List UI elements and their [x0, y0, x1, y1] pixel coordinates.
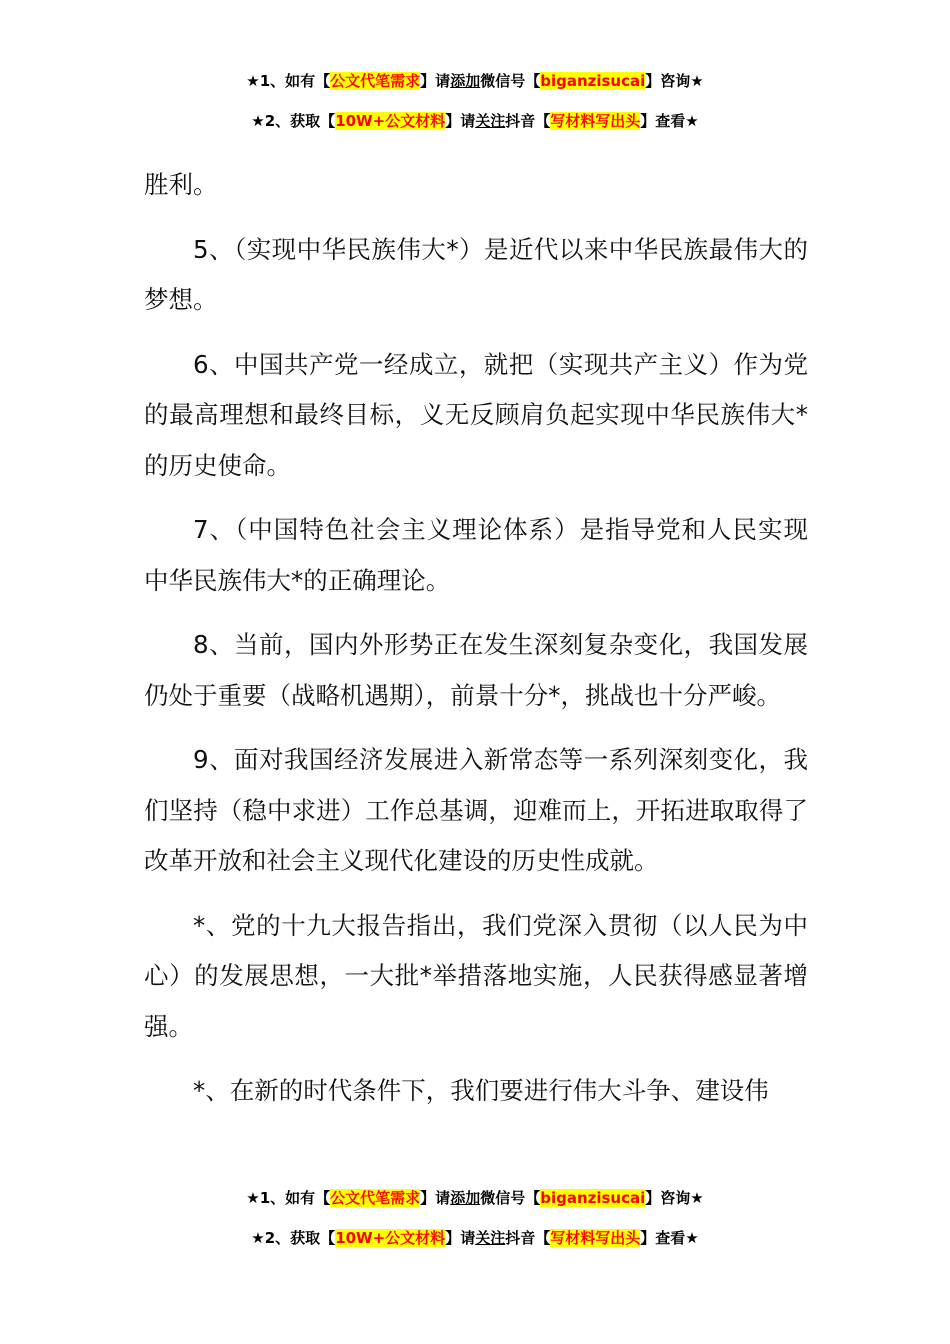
header-promo-line-2: [0, 110, 950, 132]
document-body: [144, 160, 808, 1131]
promo-underlined-action: 添加: [450, 72, 481, 90]
promo-suffix: 】咨询★: [645, 1189, 704, 1207]
promo-text: 】请: [445, 1229, 476, 1247]
promo-suffix: 】咨询★: [645, 72, 704, 90]
promo-highlight-wechat-id: biganzisucai: [540, 1189, 646, 1207]
promo-prefix: ★2、获取【: [251, 112, 336, 130]
promo-highlight-douyin-id: 写材料写出头: [550, 112, 641, 130]
promo-text: 微信号【: [480, 72, 541, 90]
paragraph-continuation: 胜利。: [144, 170, 218, 199]
promo-underlined-action: 关注: [475, 1229, 506, 1247]
promo-highlight-service: 公文代笔需求: [330, 72, 421, 90]
promo-prefix: ★1、如有【: [246, 1189, 331, 1207]
paragraph-item-5: 5、（实现中华民族伟大*）是近代以来中华民族最伟大的梦想。: [144, 234, 808, 314]
promo-prefix: ★2、获取【: [251, 1229, 336, 1247]
paragraph-item-8: 8、当前，国内外形势正在发生深刻复杂变化，我国发展仍处于重要（战略机遇期），前景十分*，挑战也十分严峻。: [144, 630, 808, 710]
promo-highlight-service: 公文代笔需求: [330, 1189, 421, 1207]
paragraph-item-10: *、党的十九大报告指出，我们党深入贯彻（以人民为中心）的发展思想，一大批*举措落地实施，人民获得感显著增强。: [144, 910, 808, 1041]
paragraph-item-6: 6、中国共产党一经成立，就把（实现共产主义）作为党的最高理想和最终目标，义无反顾肩负起实现中华民族伟大*的历史使命。: [144, 349, 808, 480]
promo-text: 微信号【: [480, 1189, 541, 1207]
promo-suffix: 】查看★: [640, 112, 699, 130]
promo-text: 】请: [420, 72, 451, 90]
paragraph-item-11: *、在新的时代条件下，我们要进行伟大斗争、建设伟: [193, 1076, 769, 1105]
promo-highlight-wechat-id: biganzisucai: [540, 72, 646, 90]
promo-underlined-action: 添加: [450, 1189, 481, 1207]
promo-highlight-materials: 10W+公文材料: [335, 1229, 446, 1247]
promo-text: 】请: [420, 1189, 451, 1207]
promo-highlight-douyin-id: 写材料写出头: [550, 1229, 641, 1247]
promo-text: 抖音【: [505, 112, 551, 130]
promo-highlight-materials: 10W+公文材料: [335, 112, 446, 130]
header-promo-line-1: [0, 70, 950, 92]
paragraph-item-7: 7、（中国特色社会主义理论体系）是指导党和人民实现中华民族伟大*的正确理论。: [144, 515, 808, 595]
promo-underlined-action: 关注: [475, 112, 506, 130]
promo-prefix: ★1、如有【: [246, 72, 331, 90]
promo-suffix: 】查看★: [640, 1229, 699, 1247]
footer-promo-line-1: [0, 1187, 950, 1209]
paragraph-item-9: 9、面对我国经济发展进入新常态等一系列深刻变化，我们坚持（稳中求进）工作总基调，迎难而上，开拓进取取得了改革开放和社会主义现代化建设的历史性成就。: [144, 745, 808, 875]
footer-promo-line-2: [0, 1227, 950, 1249]
promo-text: 抖音【: [505, 1229, 551, 1247]
promo-text: 】请: [445, 112, 476, 130]
